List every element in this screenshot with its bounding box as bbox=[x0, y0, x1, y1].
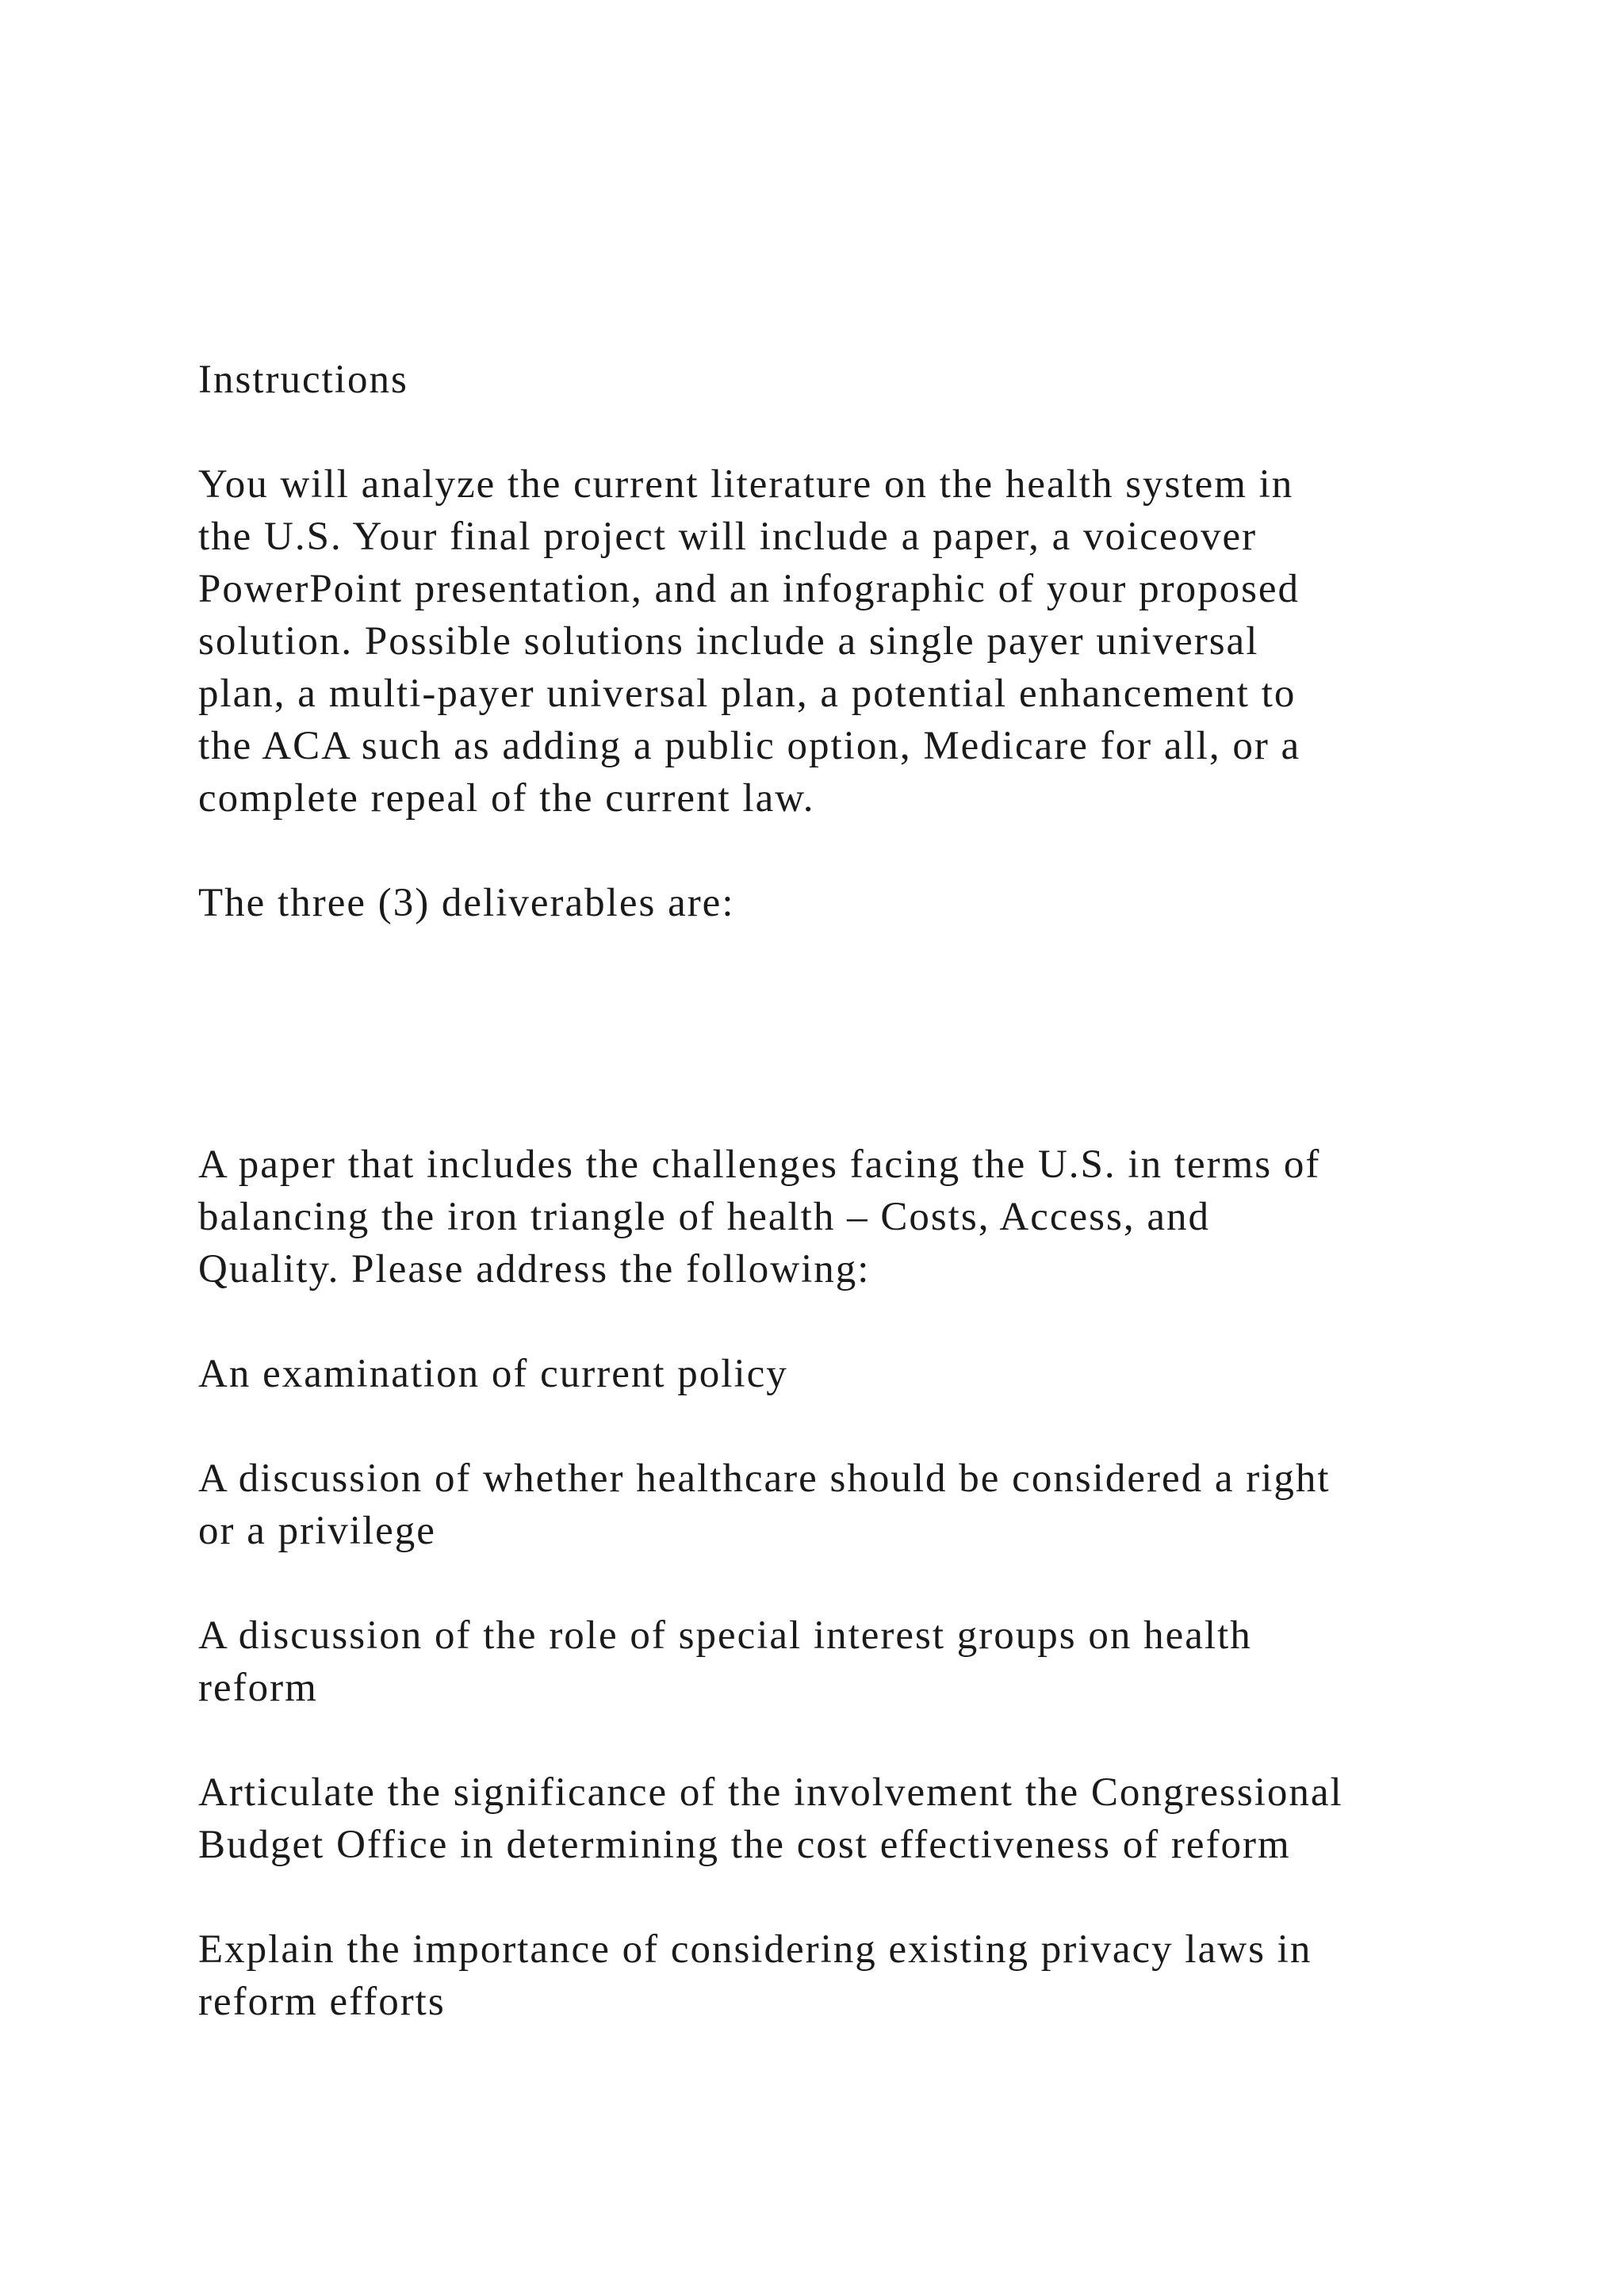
requirement-item-privacy-laws: Explain the importance of considering existing privacy laws in reform efforts bbox=[198, 1927, 1312, 2024]
instructions-heading: Instructions bbox=[198, 358, 408, 402]
requirement-item-right-or-privilege: A discussion of whether healthcare should be considered a right or a privilege bbox=[198, 1456, 1331, 1553]
paper-description: A paper that includes the challenges facing the U.S. in terms of balancing the iron triangle of health – Costs, Access, and Quality. Please address the following: bbox=[198, 1142, 1321, 1292]
deliverables-intro: The three (3) deliverables are: bbox=[198, 881, 735, 925]
intro-paragraph: You will analyze the current literature on the health system in the U.S. Your final project will include a paper, a voiceover PowerPoint presentation, and an infographic of your proposed solution. Possible solutions include a single payer universal plan, a multi-payer universal plan, a potential enhancement to the ACA such as adding a public option, Medicare for all, or a complete repeal of the current law. bbox=[198, 462, 1301, 821]
requirement-item-current-policy: An examination of current policy bbox=[198, 1352, 788, 1396]
requirement-item-special-interest-groups: A discussion of the role of special interest groups on health reform bbox=[198, 1613, 1252, 1710]
requirement-item-congressional-budget-office: Articulate the significance of the involvement the Congressional Budget Office in determining the cost effectiveness of reform bbox=[198, 1770, 1343, 1867]
